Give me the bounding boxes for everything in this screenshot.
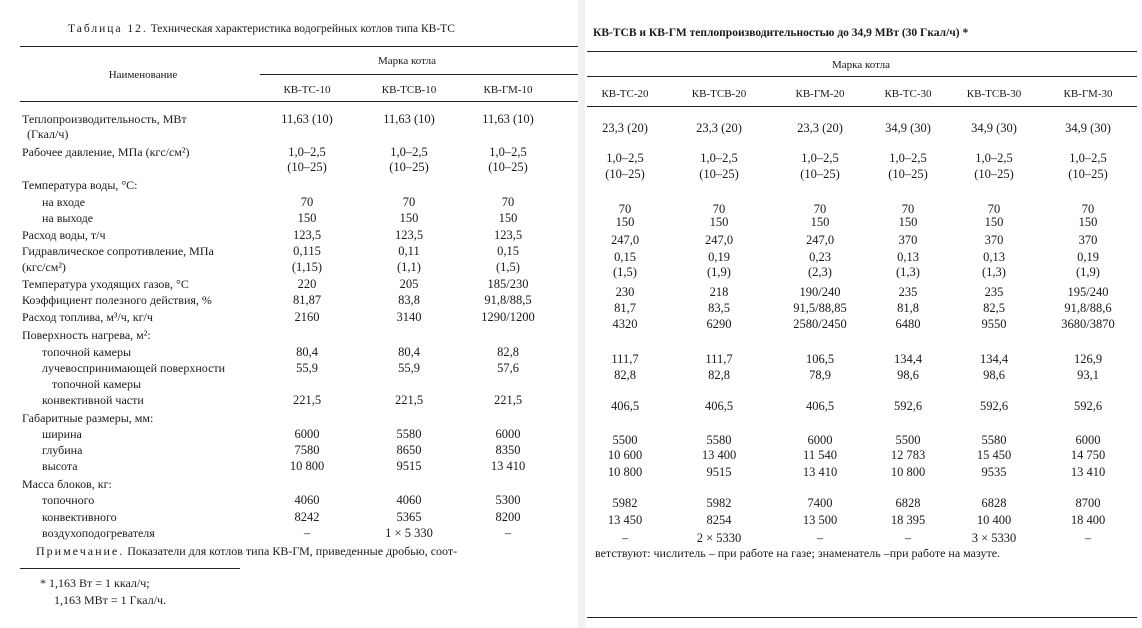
table-cell: 0,19 — [708, 250, 730, 264]
table-cell: 11,63 (10) — [383, 112, 435, 126]
table-cell: 9550 — [981, 317, 1007, 331]
table-cell: 98,6 — [897, 368, 919, 382]
note-label: Примечание. — [36, 544, 125, 558]
table-cell: 8650 — [396, 443, 422, 457]
table-cell: 218 — [709, 285, 729, 299]
row-label: Масса блоков, кг: — [22, 477, 112, 491]
table-cell: 13 400 — [701, 448, 737, 462]
table-cell: 15 450 — [976, 448, 1012, 462]
table-cell: 70 — [618, 202, 632, 216]
table-cell: 1,0–2,5 — [889, 151, 927, 165]
table-cell: 0,19 — [1077, 250, 1099, 264]
table-cell: 592,6 — [1073, 399, 1103, 413]
table-cell: 70 — [712, 202, 726, 216]
table-cell: 8200 — [495, 510, 521, 524]
row-label: Поверхность нагрева, м²: — [22, 328, 151, 342]
table-cell: (10–25) — [488, 160, 528, 174]
right-column-header-5: КВ-ТСВ-30 — [966, 88, 1022, 100]
table-cell: (2,3) — [808, 265, 832, 279]
right-column-header-6: КВ-ГМ-30 — [1063, 88, 1113, 100]
table-cell: 1,0–2,5 — [606, 151, 644, 165]
table-cell: 70 — [402, 195, 416, 209]
row-label: топочной камеры — [52, 377, 142, 391]
column-header-name: Наименование — [108, 69, 178, 81]
table-cell: 57,6 — [497, 361, 519, 375]
footnote-line-2: 1,163 МВт = 1 Гкал/ч. — [54, 593, 167, 607]
table-cell: 13 410 — [1070, 465, 1106, 479]
table-cell: 126,9 — [1073, 352, 1103, 366]
table-cell: 123,5 — [394, 228, 424, 242]
table-cell: (10–25) — [800, 167, 840, 181]
table-cell: 134,4 — [893, 352, 923, 366]
note-text: Показатели для котлов типа КВ-ГМ, приведенные дробью, соот- — [127, 544, 458, 558]
table-cell: 5982 — [706, 496, 732, 510]
table-cell: 13 450 — [607, 513, 643, 527]
row-label: конвективного — [42, 510, 117, 524]
table-cell: 6290 — [706, 317, 732, 331]
table-cell: (10–25) — [1068, 167, 1108, 181]
table-cell: 247,0 — [704, 233, 734, 247]
right-column-header-4: КВ-ТС-30 — [884, 88, 932, 100]
table-cell: 3 × 5330 — [971, 531, 1017, 545]
table-cell: 150 — [810, 215, 830, 229]
table-cell: 195/240 — [1067, 285, 1109, 299]
row-label: конвективной части — [42, 393, 144, 407]
table-cell: 0,23 — [809, 250, 831, 264]
column-header-2: КВ-ТСВ-10 — [381, 84, 437, 96]
table-cell: 81,7 — [614, 301, 636, 315]
table-cell: – — [1084, 531, 1092, 545]
right-group-header-rule — [587, 76, 1137, 77]
row-label: на выходе — [42, 211, 94, 225]
table-cell: 3140 — [396, 310, 422, 324]
table-cell: (1,3) — [982, 265, 1006, 279]
row-label: высота — [42, 459, 78, 473]
right-header-top-rule — [587, 51, 1137, 52]
column-header-group: Марка котла — [377, 55, 437, 67]
row-label: Расход воды, т/ч — [22, 228, 106, 242]
table-cell: 230 — [615, 285, 635, 299]
row-label: Габаритные размеры, мм: — [22, 411, 154, 425]
table-cell: 6000 — [294, 427, 320, 441]
table-cell: 111,7 — [611, 352, 639, 366]
table-cell: 123,5 — [493, 228, 523, 242]
table-cell: 9535 — [981, 465, 1007, 479]
right-column-header-group: Марка котла — [831, 59, 891, 71]
table-cell: 55,9 — [296, 361, 318, 375]
table-cell: 1,0–2,5 — [288, 145, 326, 159]
table-cell: (10–25) — [605, 167, 645, 181]
table-cell: 91,8/88,5 — [484, 293, 532, 307]
table-cell: 106,5 — [805, 352, 835, 366]
table-cell: 13 410 — [802, 465, 838, 479]
table-cell: – — [816, 531, 824, 545]
left-table-title — [68, 24, 455, 36]
table-cell: 78,9 — [809, 368, 831, 382]
table-cell: 0,115 — [293, 244, 321, 258]
table-cell: 5300 — [495, 493, 521, 507]
table-cell: (1,15) — [291, 260, 323, 274]
right-column-header-1: КВ-ТС-20 — [601, 88, 649, 100]
table-cell: 91,5/88,85 — [793, 301, 847, 315]
row-label: воздухоподогревателя — [42, 526, 155, 540]
table-cell: (1,5) — [613, 265, 637, 279]
table-title-text: Техническая характеристика водогрейных котлов типа КВ-ТС — [150, 23, 455, 35]
table-cell: 8242 — [294, 510, 320, 524]
table-cell: 70 — [501, 195, 515, 209]
right-column-header-2: КВ-ТСВ-20 — [691, 88, 747, 100]
table-cell: 150 — [615, 215, 635, 229]
table-cell: 1290/1200 — [481, 310, 535, 324]
table-cell: 0,11 — [398, 244, 420, 258]
table-cell: 34,9 (30) — [1065, 121, 1111, 135]
table-cell: 6000 — [807, 433, 833, 447]
table-cell: 10 800 — [890, 465, 926, 479]
table-cell: 592,6 — [893, 399, 923, 413]
table-cell: 6828 — [895, 496, 921, 510]
table-cell: 2580/2450 — [793, 317, 847, 331]
table-cell: 5580 — [706, 433, 732, 447]
header-bottom-rule — [20, 101, 578, 102]
column-header-1: КВ-ТС-10 — [283, 84, 331, 96]
footnote-line-1: * 1,163 Вт = 1 ккал/ч; — [40, 576, 150, 590]
table-cell: 2 × 5330 — [696, 531, 742, 545]
table-cell: 5580 — [396, 427, 422, 441]
table-cell: 10 400 — [976, 513, 1012, 527]
table-cell: (10–25) — [974, 167, 1014, 181]
table-cell: 123,5 — [292, 228, 322, 242]
row-label: Рабочее давление, МПа (кгс/см²) — [22, 145, 190, 159]
table-cell: 82,8 — [614, 368, 636, 382]
table-cell: 6000 — [495, 427, 521, 441]
table-cell: 23,3 (20) — [696, 121, 742, 135]
group-header-rule — [260, 74, 578, 75]
table-cell: 80,4 — [398, 345, 420, 359]
table-cell: 23,3 (20) — [797, 121, 843, 135]
table-cell: 18 400 — [1070, 513, 1106, 527]
table-cell: 1,0–2,5 — [390, 145, 428, 159]
row-label: Расход топлива, м³/ч, кг/ч — [22, 310, 153, 324]
row-label: на входе — [42, 195, 86, 209]
table-cell: 5365 — [396, 510, 422, 524]
table-cell: 12 783 — [890, 448, 926, 462]
right-header-bottom-rule — [587, 106, 1137, 107]
table-cell: 83,8 — [398, 293, 420, 307]
table-cell: 247,0 — [805, 233, 835, 247]
table-cell: (1,9) — [1076, 265, 1100, 279]
table-cell: 0,13 — [897, 250, 919, 264]
table-cell: 4320 — [612, 317, 638, 331]
table-cell: 14 750 — [1070, 448, 1106, 462]
table-cell: 98,6 — [983, 368, 1005, 382]
right-bottom-rule — [587, 617, 1137, 618]
table-cell: 190/240 — [799, 285, 841, 299]
table-cell: 150 — [399, 211, 419, 225]
table-cell: 220 — [297, 277, 317, 291]
table-cell: 93,1 — [1077, 368, 1099, 382]
row-label: Температура уходящих газов, °С — [22, 277, 189, 291]
table-cell: 13 500 — [802, 513, 838, 527]
table-cell: 91,8/88,6 — [1064, 301, 1112, 315]
table-cell: 82,8 — [497, 345, 519, 359]
table-cell: 70 — [300, 195, 314, 209]
table-cell: 10 600 — [607, 448, 643, 462]
row-label: топочной камеры — [42, 345, 132, 359]
right-note: ветствуют: числитель – при работе на газе; знаменатель –при работе на мазуте. — [595, 546, 1001, 560]
table-cell: 150 — [1078, 215, 1098, 229]
table-cell: 406,5 — [805, 399, 835, 413]
row-label: Коэффициент полезного действия, % — [22, 293, 212, 307]
table-cell: 10 800 — [289, 459, 325, 473]
table-cell: (1,9) — [707, 265, 731, 279]
table-cell: 6000 — [1075, 433, 1101, 447]
table-cell: 205 — [399, 277, 419, 291]
table-cell: (1,5) — [496, 260, 520, 274]
table-cell: 7400 — [807, 496, 833, 510]
table-cell: (10–25) — [287, 160, 327, 174]
table-cell: 5500 — [612, 433, 638, 447]
table-cell: 70 — [813, 202, 827, 216]
table-cell: 81,87 — [292, 293, 322, 307]
table-cell: 6828 — [981, 496, 1007, 510]
table-cell: 80,4 — [296, 345, 318, 359]
table-cell: 82,5 — [983, 301, 1005, 315]
table-cell: 221,5 — [493, 393, 523, 407]
table-cell: 34,9 (30) — [971, 121, 1017, 135]
table-cell: 23,3 (20) — [602, 121, 648, 135]
table-cell: 10 800 — [607, 465, 643, 479]
table-cell: 235 — [898, 285, 918, 299]
table-cell: 9515 — [706, 465, 732, 479]
table-cell: (1,3) — [896, 265, 920, 279]
table-cell: 5982 — [612, 496, 638, 510]
row-label: Температура воды, °С: — [22, 178, 138, 192]
row-label: лучевоспринимающей поверхности — [42, 361, 226, 375]
column-header-3: КВ-ГМ-10 — [483, 84, 533, 96]
table-cell: 8254 — [706, 513, 732, 527]
row-label: глубина — [42, 443, 83, 457]
table-cell: 150 — [297, 211, 317, 225]
table-cell: 406,5 — [704, 399, 734, 413]
table-cell: 150 — [498, 211, 518, 225]
table-cell: 70 — [901, 202, 915, 216]
table-cell: 7580 — [294, 443, 320, 457]
table-cell: 4060 — [396, 493, 422, 507]
table-cell: (10–25) — [389, 160, 429, 174]
table-cell: 592,6 — [979, 399, 1009, 413]
left-note — [36, 545, 457, 557]
table-cell: 6480 — [895, 317, 921, 331]
row-label: ширина — [42, 427, 82, 441]
table-cell: 1,0–2,5 — [700, 151, 738, 165]
table-cell: 150 — [984, 215, 1004, 229]
row-label: (Гкал/ч) — [27, 127, 69, 141]
table-cell: 34,9 (30) — [885, 121, 931, 135]
table-cell: 8700 — [1075, 496, 1101, 510]
table-cell: 370 — [1078, 233, 1098, 247]
table-cell: 134,4 — [979, 352, 1009, 366]
table-cell: 9515 — [396, 459, 422, 473]
table-cell: 11,63 (10) — [281, 112, 333, 126]
table-cell: 221,5 — [292, 393, 322, 407]
table-cell: (1,1) — [397, 260, 421, 274]
table-cell: 11 540 — [803, 448, 837, 462]
page-gutter — [578, 0, 585, 628]
table-cell: 0,13 — [983, 250, 1005, 264]
table-cell: 0,15 — [497, 244, 519, 258]
table-cell: 235 — [984, 285, 1004, 299]
table-cell: 2160 — [294, 310, 320, 324]
table-number: Таблица 12. — [68, 23, 148, 35]
row-label: Гидравлическое сопротивление, МПа — [22, 244, 214, 258]
table-cell: 5500 — [895, 433, 921, 447]
table-cell: 1,0–2,5 — [489, 145, 527, 159]
table-cell: 11,63 (10) — [482, 112, 534, 126]
table-cell: – — [303, 526, 311, 540]
table-cell: 18 395 — [890, 513, 926, 527]
table-cell: 83,5 — [708, 301, 730, 315]
header-top-rule — [20, 46, 578, 47]
table-cell: – — [621, 531, 629, 545]
table-cell: – — [904, 531, 912, 545]
table-cell: 8350 — [495, 443, 521, 457]
right-table-title: КВ-ТСВ и КВ-ГМ теплопроизводительностью до 34,9 МВт (30 Гкал/ч) * — [593, 27, 969, 39]
table-cell: 5580 — [981, 433, 1007, 447]
table-cell: 150 — [709, 215, 729, 229]
table-cell: 370 — [984, 233, 1004, 247]
table-cell: 406,5 — [610, 399, 640, 413]
table-cell: 1 × 5 330 — [385, 526, 433, 540]
table-cell: 70 — [1081, 202, 1095, 216]
table-cell: (10–25) — [888, 167, 928, 181]
table-cell: 70 — [987, 202, 1001, 216]
right-column-header-3: КВ-ГМ-20 — [795, 88, 845, 100]
table-cell: 82,8 — [708, 368, 730, 382]
row-label: (кгс/см²) — [22, 260, 66, 274]
table-cell: 55,9 — [398, 361, 420, 375]
table-cell: 247,0 — [610, 233, 640, 247]
table-cell: 111,7 — [705, 352, 733, 366]
table-cell: 0,15 — [614, 250, 636, 264]
table-cell: 81,8 — [897, 301, 919, 315]
table-cell: 221,5 — [394, 393, 424, 407]
table-cell: 1,0–2,5 — [801, 151, 839, 165]
table-cell: 4060 — [294, 493, 320, 507]
table-cell: 370 — [898, 233, 918, 247]
table-cell: 3680/3870 — [1061, 317, 1115, 331]
row-label: Теплопроизводительность, МВт — [22, 112, 187, 126]
right-page — [585, 0, 1142, 628]
table-cell: 150 — [898, 215, 918, 229]
table-cell: – — [504, 526, 512, 540]
table-cell: 13 410 — [490, 459, 526, 473]
footnote-rule — [20, 568, 240, 569]
row-label: топочного — [42, 493, 95, 507]
table-cell: 1,0–2,5 — [975, 151, 1013, 165]
table-cell: (10–25) — [699, 167, 739, 181]
table-cell: 185/230 — [487, 277, 529, 291]
table-cell: 1,0–2,5 — [1069, 151, 1107, 165]
